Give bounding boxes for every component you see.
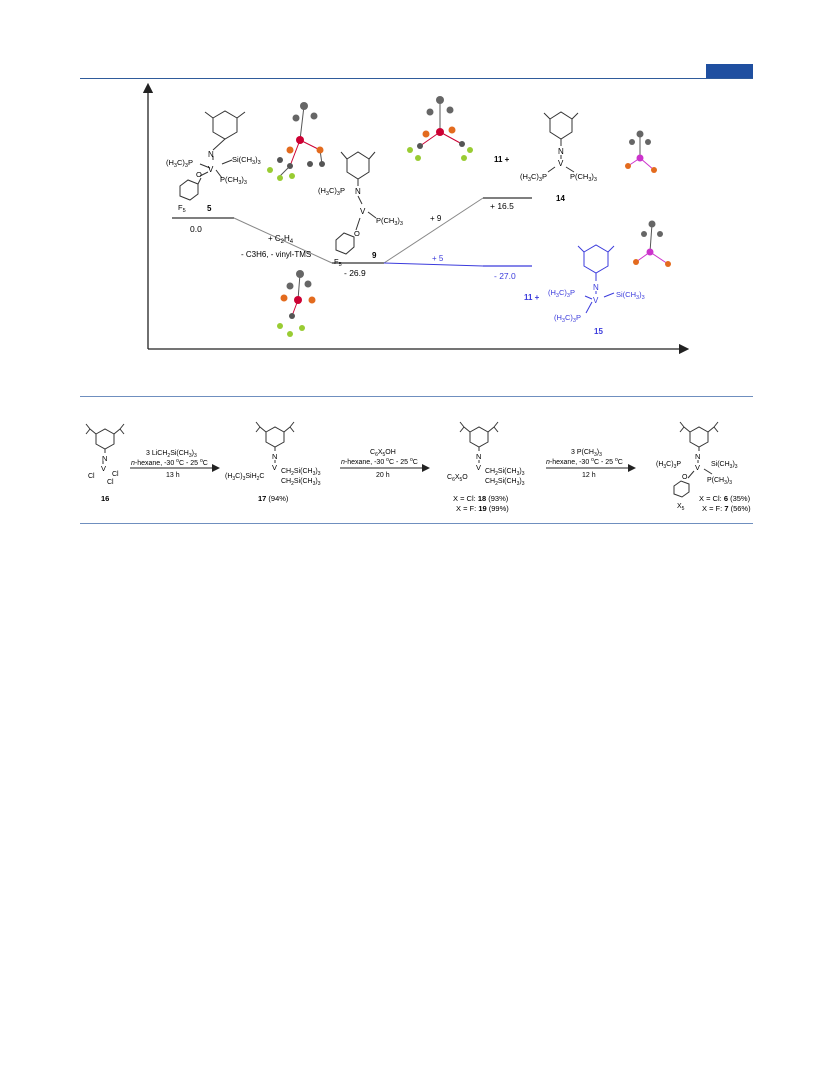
crystal-structure-9 [277, 270, 316, 337]
compound-9-pch3: $P(CH_3)_3$ [376, 216, 403, 227]
arrow1-reagent: 3 $LiCH_2Si(CH_3)_3$ [146, 450, 197, 459]
compound-17-right-a: $CH_2Si(CH_3)_3$ [281, 468, 321, 477]
compound-5-v: V [208, 165, 214, 174]
synthesis-scheme [0, 398, 833, 523]
compound-14-pme3: $(H_3C)_3P$ [520, 172, 547, 183]
arrow2-time: 20 h [376, 472, 390, 479]
compound-label-6: X = Cl: 6 (35%) [699, 494, 751, 503]
arrow2-conditions: n-hexane, -30 $^o$C - 25 $^o$C [341, 457, 418, 466]
compound-label-19: X = F: 19 (99%) [456, 504, 509, 513]
compound-5-o: O [196, 170, 202, 179]
compound-15-pme3-b: $(H_3C)_3P$ [554, 313, 581, 324]
energy-profile-diagram [0, 0, 833, 396]
compound-18-right-a: $CH_2Si(CH_3)_3$ [485, 468, 525, 477]
compound-16-cl-right: Cl [112, 471, 119, 478]
step-add-9: + 9 [430, 214, 442, 223]
compound-15-pme3-a: $(H_3C)_3P$ [548, 288, 575, 299]
compound-5-f5: $F_5$ [178, 203, 186, 214]
step-elimination: - C3H6, - vinyl-TMS [241, 250, 312, 259]
arrow3-time: 12 h [582, 472, 596, 479]
compound-6-x5: $X_5$ [677, 503, 685, 512]
compound-6-o: O [682, 474, 688, 481]
compound-18-right-b: $CH_2Si(CH_3)_3$ [485, 478, 525, 487]
arrow3-reagent: 3 $P(CH_3)_3$ [571, 449, 602, 458]
compound-17-n: N [272, 452, 278, 461]
compound-label-18: X = Cl: 18 (93%) [453, 494, 509, 503]
compound-6-n: N [695, 452, 701, 461]
crystal-structure-ts [407, 96, 473, 161]
compound-label-15: 15 [594, 327, 603, 336]
level-value-15: - 27.0 [494, 271, 516, 281]
compound-9-v: V [360, 207, 366, 216]
compound-6-pch3: $P(CH_3)_3$ [707, 477, 733, 486]
compound-17-right-b: $CH_2Si(CH_3)_3$ [281, 478, 321, 487]
connector-9-15 [384, 263, 483, 266]
compound-17-v: V [272, 463, 278, 472]
compound-14-pch3: $P(CH_3)_3$ [570, 172, 597, 183]
compound-16-n: N [102, 454, 108, 463]
compound-11-plus-top: 11 + [494, 155, 510, 164]
compound-14-n: N [558, 147, 564, 156]
scheme-bottom-rule [80, 523, 753, 524]
arrow1-conditions: n-hexane, -30 $^o$C - 25 $^o$C [131, 458, 208, 467]
compound-18-v: V [476, 463, 482, 472]
compound-label-14: 14 [556, 194, 565, 203]
step-add-5: + 5 [432, 254, 444, 263]
compound-18-left: $C_6X_5O$ [447, 474, 468, 483]
compound-5-pme3: $(H_3C)_3P$ [166, 158, 193, 169]
compound-16-v: V [101, 464, 107, 473]
arrow3-conditions: n-hexane, -30 $^o$C - 25 $^o$C [546, 457, 623, 466]
compound-9-o: O [354, 229, 360, 238]
compound-6-pme3: $(H_3C)_3P$ [656, 461, 682, 470]
compound-14-v: V [558, 159, 564, 168]
compound-label-7: X = F: 7 (56%) [702, 504, 751, 513]
compound-label-17: 17 (94%) [258, 494, 289, 503]
compound-9-pme3: $(H_3C)_3P$ [318, 186, 345, 197]
compound-11-plus-bottom: 11 + [524, 293, 540, 302]
compound-17-left: $(H_3C)_3SiH_2C$ [225, 473, 265, 482]
compound-label-16: 16 [101, 494, 110, 503]
compound-6-v: V [695, 463, 701, 472]
arrow2-reagent: $C_6X_5OH$ [370, 449, 396, 458]
compound-16-cl-left: Cl [88, 473, 95, 480]
compound-label-5: 5 [207, 204, 212, 213]
level-value-9: - 26.9 [344, 268, 366, 278]
compound-5-pch3: $P(CH_3)_3$ [220, 175, 247, 186]
compound-15-v: V [593, 296, 599, 305]
level-value-5: 0.0 [190, 224, 202, 234]
compound-5-n: N [208, 150, 214, 159]
compound-5-sime3: $Si(CH_3)_3$ [232, 155, 261, 166]
structure-compound-9 [336, 152, 376, 254]
compound-16-cl-bottom: Cl [107, 479, 114, 486]
compound-6-sime3: $Si(CH_3)_3$ [711, 461, 738, 470]
arrow1-time: 13 h [166, 472, 180, 479]
level-value-14: + 16.5 [490, 201, 514, 211]
scheme-top-rule [80, 396, 753, 397]
compound-18-n: N [476, 452, 482, 461]
crystal-structure-14 [625, 131, 657, 174]
crystal-structure-5 [267, 102, 325, 181]
step-add-ethylene: + $C_2H_4$ [268, 234, 294, 245]
compound-9-f5: $F_5$ [334, 257, 342, 268]
crystal-structure-15 [633, 221, 671, 268]
compound-label-9: 9 [372, 251, 377, 260]
compound-15-n: N [593, 283, 599, 292]
compound-9-n: N [355, 187, 361, 196]
compound-15-sime3: $Si(CH_3)_3$ [616, 290, 645, 301]
